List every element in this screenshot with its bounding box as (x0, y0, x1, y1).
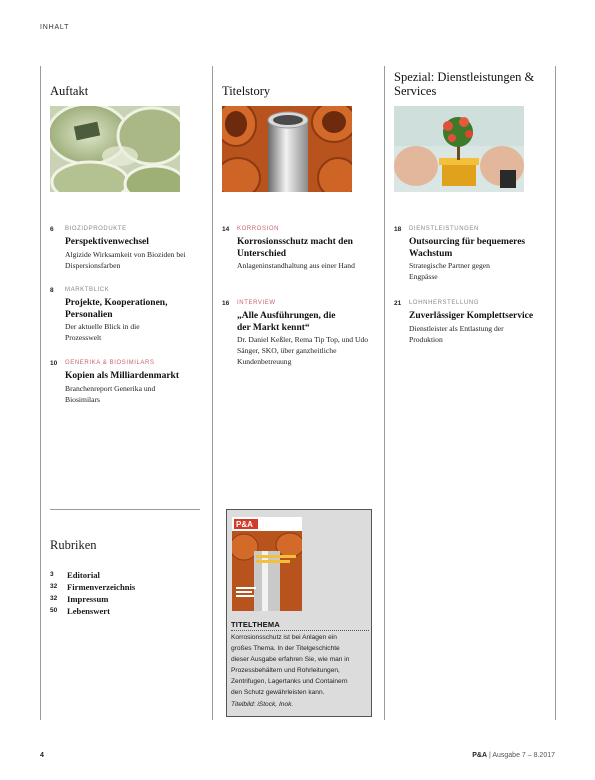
entry-headline: Korrosionsschutz macht den Unterschied (237, 237, 353, 259)
entry-kicker: INTERVIEW (237, 300, 276, 306)
entry-description: Algizide Wirksamkeit von Bioziden bei Dispersionsfarben (65, 250, 186, 270)
entry-description: Dr. Daniel Keßler, Rema Tip Top, und Udo Sänger, SKO, über ganzheitliche Kundenbetreuung (237, 335, 369, 366)
cover-logo: P&A (236, 520, 253, 529)
cover-text-line: großes Thema. In der Titelgeschichte (231, 645, 340, 652)
entry-headline: Perspektivenwechsel (65, 237, 149, 247)
page-number: 50 (50, 607, 58, 614)
potted-plant-photo (394, 106, 524, 192)
column-title-spezial: Spezial: Dienstleistungen & Services (394, 70, 535, 98)
cover-divider (231, 630, 369, 631)
toc-entry[interactable] (222, 300, 369, 380)
page-number: 8 (50, 287, 54, 294)
entry-headline: Outsourcing für bequemeres Wachstum (409, 237, 526, 259)
column-title-auftakt: Auftakt (50, 84, 89, 98)
entry-description: Anlageninstandhaltung aus einer Hand (237, 261, 355, 270)
toc-entry[interactable] (222, 226, 362, 282)
rubriken-title: Rubriken (50, 538, 97, 552)
pipes-photo (222, 106, 352, 192)
page-number: 3 (50, 571, 54, 578)
column-divider (40, 66, 41, 720)
footer-brand: P&A (472, 752, 487, 759)
cover-text-line: Korrosionsschutz ist bei Anlagen ein (231, 634, 337, 641)
entry-description: Dienstleister als Entlastung der Produktion (409, 324, 504, 344)
cover-credit: Titelbild: iStock, Inok. (231, 701, 294, 708)
page-number: 18 (394, 226, 402, 233)
rubriken-item[interactable] (50, 570, 200, 581)
page-number: 32 (50, 583, 58, 590)
cover-box (226, 509, 372, 717)
cover-text-line: den Schutz gewährleisten kann. (231, 689, 325, 696)
footer-issue-text: Ausgabe 7 – 8.2017 (492, 752, 555, 759)
footer-page-number: 4 (40, 752, 44, 759)
column-divider (384, 66, 385, 720)
toc-entry[interactable] (50, 360, 190, 406)
cover-text-line: Zentrifugen, Lagertanks und Containern (231, 678, 348, 685)
column-divider (212, 66, 213, 720)
rubriken-divider (50, 509, 200, 510)
page-number: 14 (222, 226, 230, 233)
entry-headline: Projekte, Kooperationen, Personalien (65, 298, 168, 320)
page-number: 21 (394, 300, 402, 307)
cover-description (231, 632, 371, 698)
cover-text-line: Prozessbehältern und Rohrleitungen, (231, 667, 340, 674)
entry-kicker: MARKTBLICK (65, 287, 110, 293)
entry-headline: „Alle Ausführungen, die der Markt kennt“ (237, 311, 336, 333)
petri-dish-photo (50, 106, 180, 192)
rubriken-item[interactable] (50, 606, 200, 617)
page-number: 6 (50, 226, 54, 233)
column-title-titelstory: Titelstory (222, 84, 271, 98)
entry-kicker: LOHNHERSTELLUNG (409, 300, 480, 306)
entry-description: Der aktuelle Blick in die Prozesswelt (65, 322, 140, 342)
toc-entry[interactable] (50, 287, 190, 343)
entry-description: Strategische Partner gegen Engpässe (409, 261, 490, 281)
entry-headline: Kopien als Milliardenmarkt (65, 371, 179, 381)
entry-kicker: KORROSION (237, 226, 280, 232)
page-number: 16 (222, 300, 230, 307)
entry-kicker: DIENSTLEISTUNGEN (409, 226, 479, 232)
toc-entry[interactable] (394, 226, 534, 282)
rubriken-label: Firmenverzeichnis (67, 582, 136, 592)
cover-text-line: dieser Ausgabe erfahren Sie, wie man in (231, 656, 350, 663)
page-number: 32 (50, 595, 58, 602)
column-divider (555, 66, 556, 720)
entry-kicker: GENERIKA & BIOSIMILARS (65, 360, 155, 366)
toc-entry[interactable] (50, 226, 190, 270)
toc-entry[interactable] (394, 300, 534, 346)
rubriken-label: Editorial (67, 570, 100, 580)
rubriken-item[interactable] (50, 582, 200, 593)
section-tag: INHALT (40, 24, 70, 31)
entry-headline: Zuverlässiger Komplettservice (409, 311, 534, 321)
entry-kicker: BIOZIDPRODUKTE (65, 226, 127, 232)
rubriken-label: Lebenswert (67, 606, 110, 616)
rubriken-label: Impressum (67, 594, 109, 604)
entry-description: Branchenreport Generika und Biosimilars (65, 384, 156, 404)
cover-heading: TITELTHEMA (231, 620, 280, 629)
footer-issue: P&A | Ausgabe 7 – 8.2017 (472, 752, 555, 759)
rubriken-item[interactable] (50, 594, 200, 605)
page-number: 10 (50, 360, 58, 367)
magazine-cover-thumbnail[interactable] (232, 517, 302, 611)
